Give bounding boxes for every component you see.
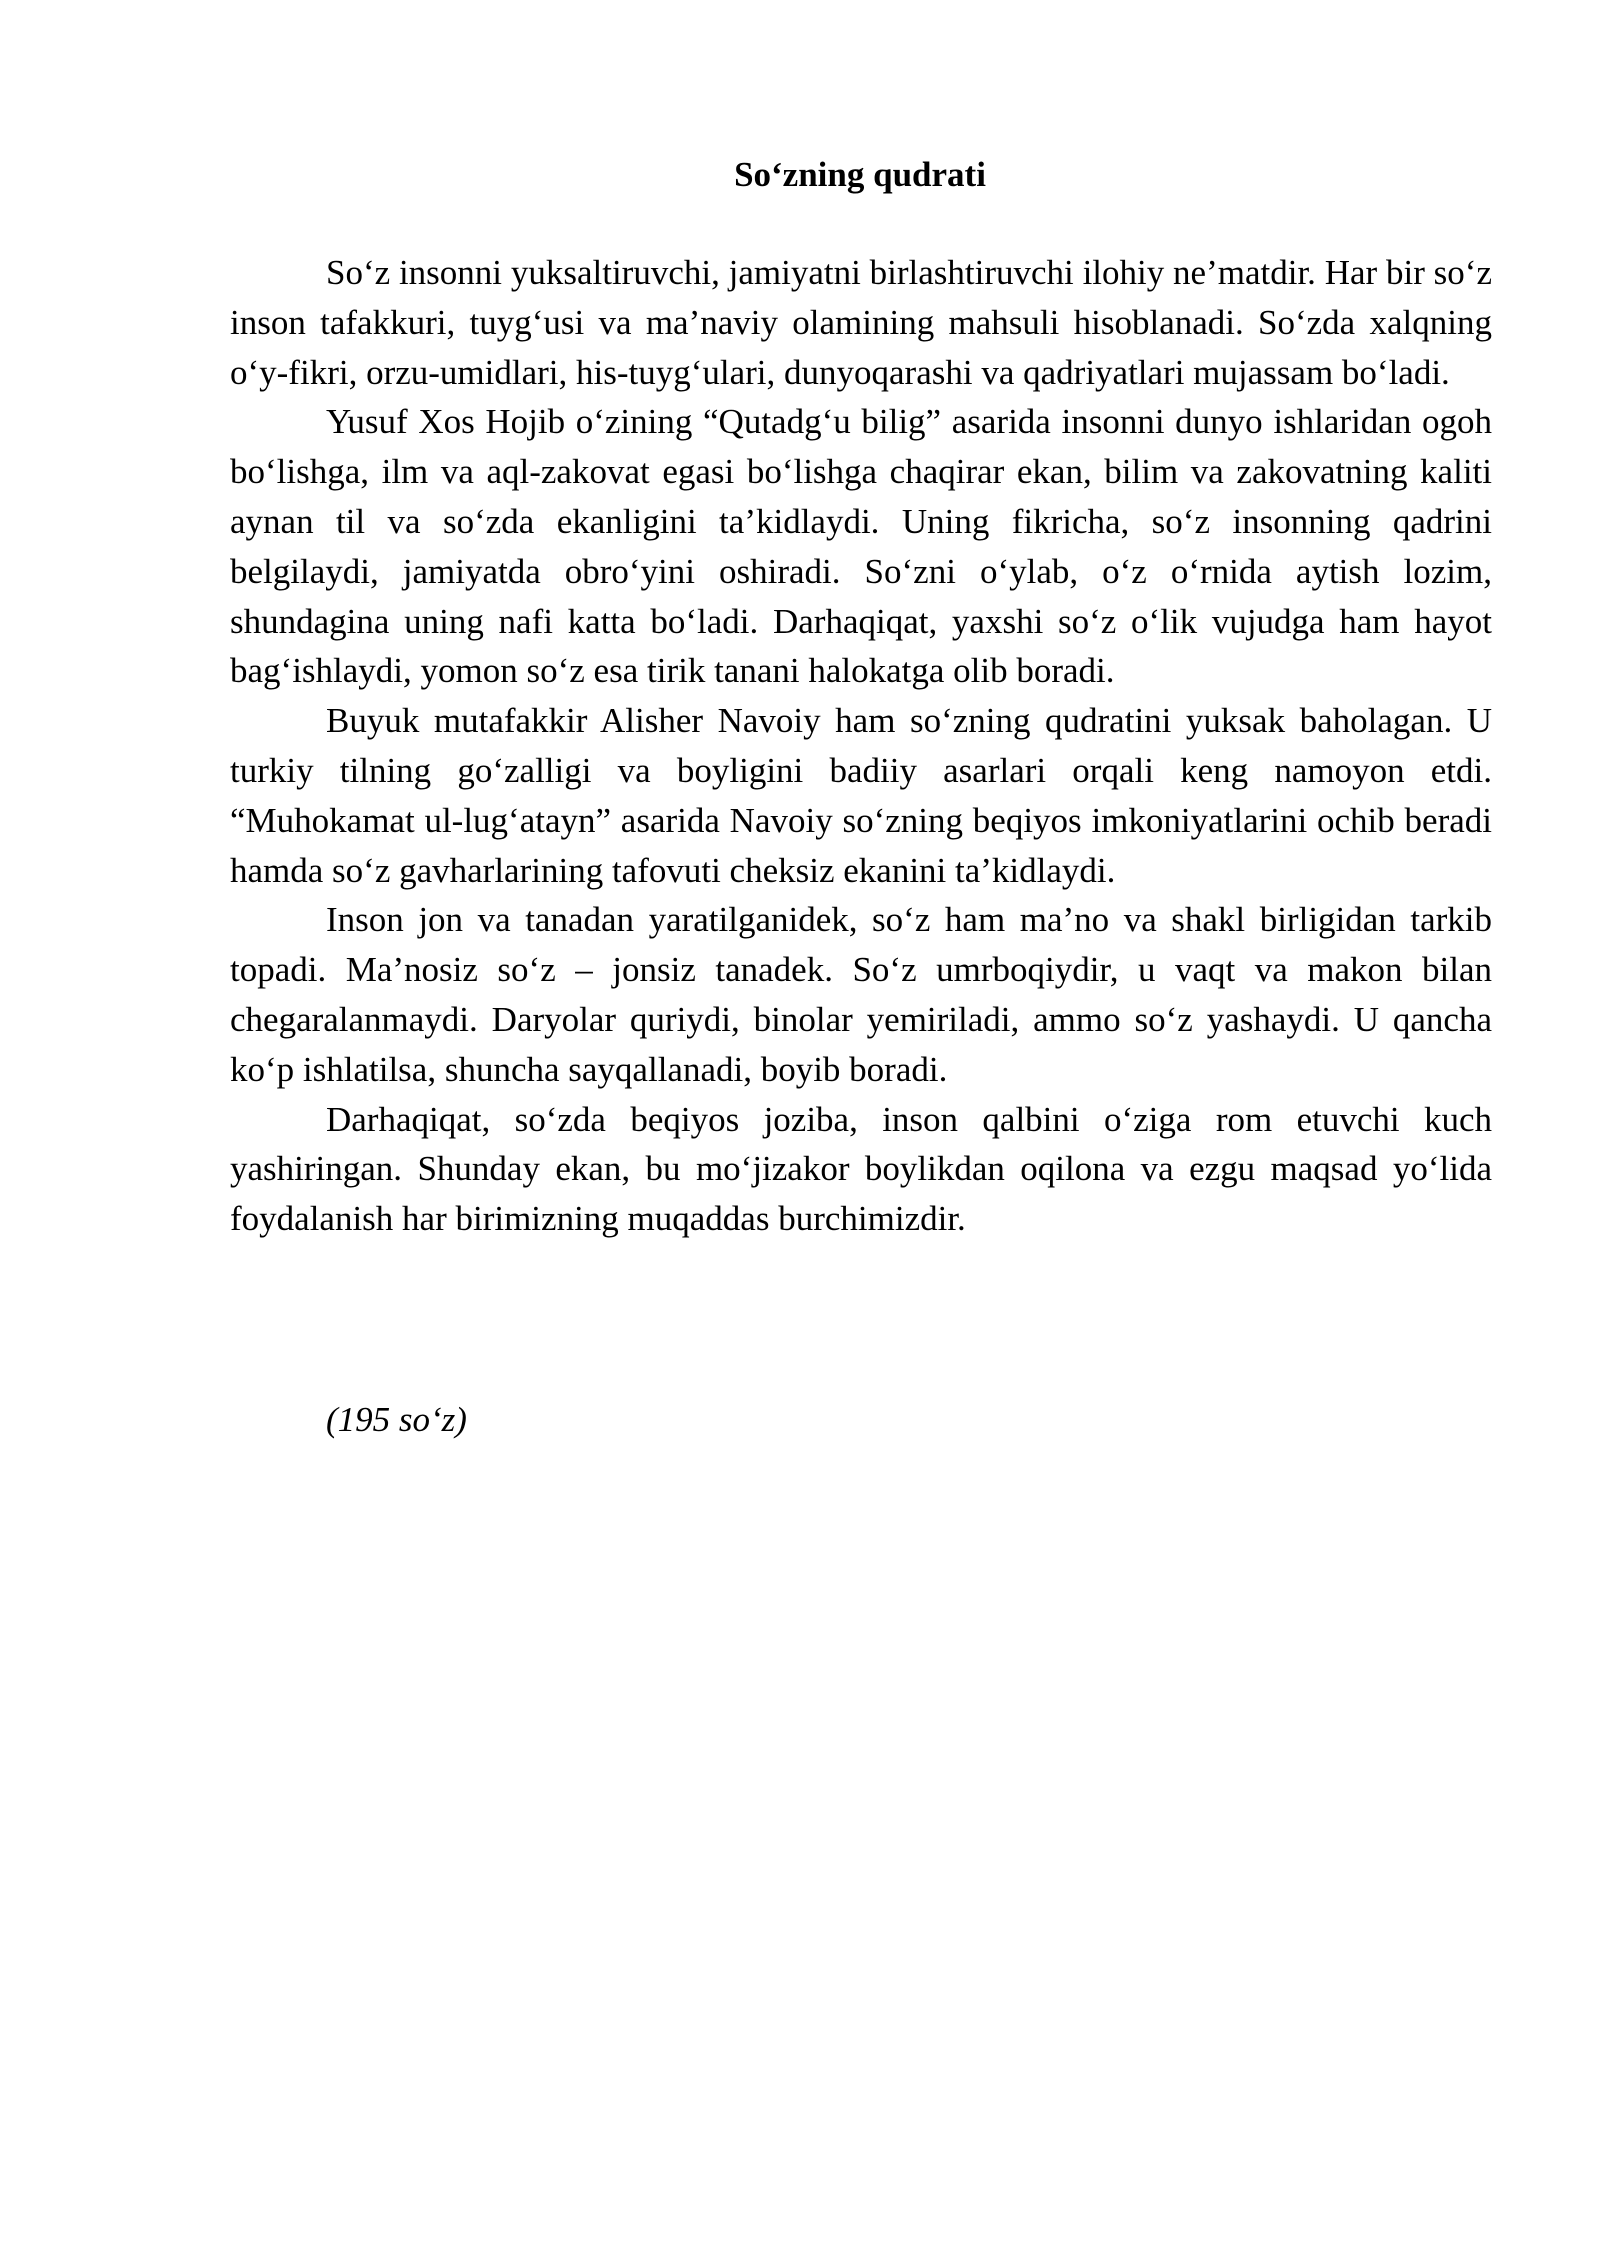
- paragraph-2: Yusuf Xos Hojib o‘zining “Qutadg‘u bilig” asarida insonni dunyo ishlaridan ogoh bo‘lishga, ilm va aql-zakovat egasi bo‘lishga chaqirar ekan, bilim va zakovatning kaliti aynan til va so‘zda ekanligini ta’kidlaydi. Uning fikricha, so‘z insonning qadrini belgilaydi, jamiyatda obro‘yini oshiradi. So‘zni o‘ylab, o‘z o‘rnida aytish lozim, shundagina uning nafi katta bo‘ladi. Darhaqiqat, yaxshi so‘z o‘lik vujudga ham hayot bag‘ishlaydi, yomon so‘z esa tirik tanani halokatga olib boradi.: [230, 402, 1492, 691]
- paragraph-3: Buyuk mutafakkir Alisher Navoiy ham so‘zning qudratini yuksak baholagan. U turkiy tilning go‘zalligi va boyligini badiiy asarlari orqali keng namoyon etdi. “Muhokamat ul-lug‘atayn” asarida Navoiy so‘zning beqiyos imkoniyatlarini ochib beradi hamda so‘z gavharlarining tafovuti cheksiz ekanini ta’kidlaydi.: [230, 701, 1492, 890]
- document-title: So‘zning qudrati: [734, 155, 986, 194]
- document-body: [230, 248, 1492, 1244]
- paragraph-4: Inson jon va tanadan yaratilganidek, so‘z ham ma’no va shakl birligidan tarkib topadi. Ma’nosiz so‘z – jonsiz tanadek. So‘z umrboqiydir, u vaqt va makon bilan chegaralanmaydi. Daryolar quriydi, binolar yemiriladi, ammo so‘z yashaydi. U qancha ko‘p ishlatilsa, shuncha sayqallanadi, boyib boradi.: [230, 900, 1492, 1089]
- paragraph-5: Darhaqiqat, so‘zda beqiyos joziba, inson qalbini o‘ziga rom etuvchi kuch yashiringan. Shunday ekan, bu mo‘jizakor boylikdan oqilona va ezgu maqsad yo‘lida foydalanish har birimizning muqaddas burchimizdir.: [230, 1099, 1492, 1239]
- word-count: (195 so‘z): [326, 1400, 467, 1439]
- paragraph-1: So‘z insonni yuksaltiruvchi, jamiyatni birlashtiruvchi ilohiy ne’matdir. Har bir so‘z inson tafakkuri, tuyg‘usi va ma’naviy olamining mahsuli hisoblanadi. So‘zda xalqning o‘y-fikri, orzu-umidlari, his-tuyg‘ulari, dunyoqarashi va qadriyatlari mujassam bo‘ladi.: [230, 253, 1492, 392]
